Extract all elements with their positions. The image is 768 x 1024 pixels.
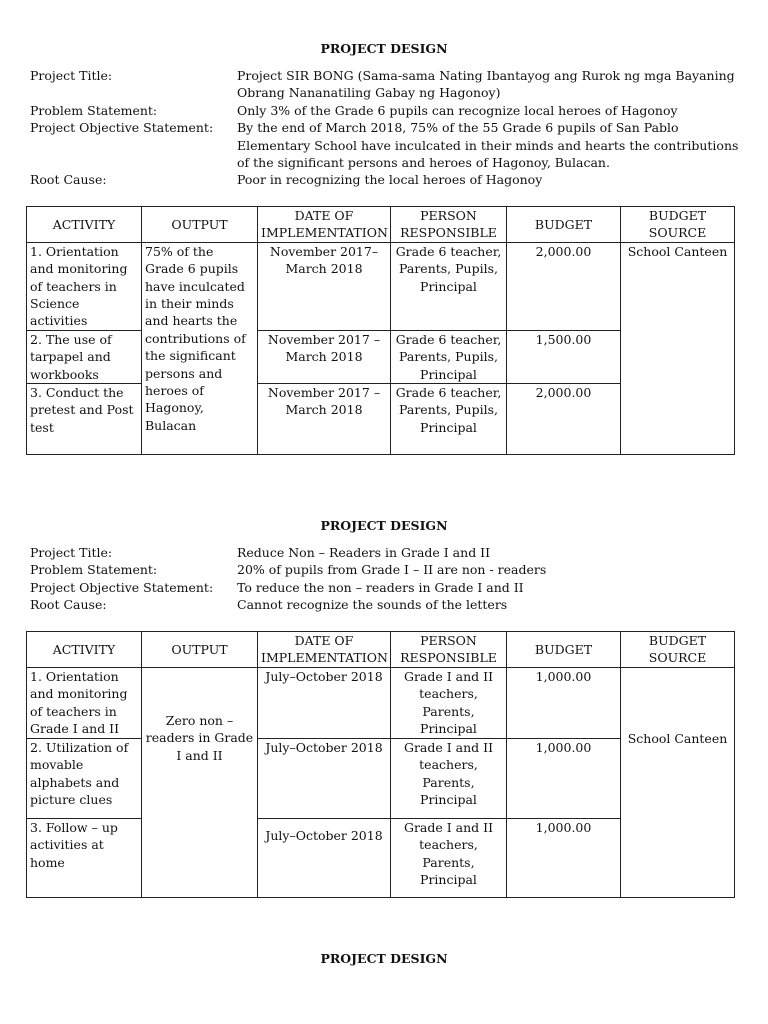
root-cause-value: Poor in recognizing the local heroes of Hagonoy (237, 172, 543, 188)
section-2-heading: PROJECT DESIGN (320, 518, 448, 533)
activity-cell: 2. The use of tarpapel and workbooks (27, 330, 142, 383)
problem-statement-value: 20% of pupils from Grade I – II are non - readers (237, 562, 547, 578)
header-output: OUTPUT (142, 207, 258, 243)
header-output: OUTPUT (142, 632, 258, 668)
section-2-info (30, 544, 740, 614)
section-1-info (30, 67, 740, 189)
project-1-table (26, 206, 735, 455)
project-2-table (26, 631, 735, 898)
activity-cell: 1. Orientation and monitoring of teachers in Science activities (27, 242, 142, 330)
activity-cell: 3. Follow – up activities at home (27, 818, 142, 897)
objective-statement-value: By the end of March 2018, 75% of the 55 Grade 6 pupils of San Pablo Elementary School have inculcated in their minds and hearts the contributions of the significant persons and heroes of Hagonoy, Bulacan. (237, 120, 739, 171)
table-row (27, 667, 735, 738)
header-date: DATE OF IMPLEMENTATION (258, 632, 391, 668)
person-cell: Grade I and II teachers, Parents, Principal (391, 738, 507, 818)
section-1-heading: PROJECT DESIGN (320, 41, 448, 56)
project-title-value: Project SIR BONG (Sama-sama Nating Ibantayog ang Rurok ng mga Bayaning Obrang Nananatiling Gabay ng Hagonoy) (237, 68, 735, 101)
problem-statement-label: Problem Statement: (30, 562, 158, 578)
project-title-value: Reduce Non – Readers in Grade I and II (237, 545, 491, 560)
person-cell: Grade I and II teachers, Parents, Principal (391, 667, 507, 738)
table-header-row (27, 632, 735, 668)
header-person: PERSON RESPONSIBLE (391, 207, 507, 243)
table-header-row (27, 207, 735, 243)
header-activity: ACTIVITY (27, 632, 142, 668)
activity-cell: 2. Utilization of movable alphabets and picture clues (27, 738, 142, 818)
header-date: DATE OF IMPLEMENTATION (258, 207, 391, 243)
person-cell: Grade 6 teacher, Parents, Pupils, Principal (391, 330, 507, 383)
problem-statement-label: Problem Statement: (30, 102, 158, 118)
problem-statement-row (30, 561, 740, 578)
header-person: PERSON RESPONSIBLE (391, 632, 507, 668)
section-3-heading: PROJECT DESIGN (320, 951, 448, 966)
budget-cell: 2,000.00 (507, 384, 621, 455)
budget-cell: 1,000.00 (507, 738, 621, 818)
project-title-row (30, 67, 740, 102)
output-cell: Zero non – readers in Grade I and II (142, 667, 258, 897)
header-activity: ACTIVITY (27, 207, 142, 243)
project-title-row (30, 544, 740, 561)
root-cause-label: Root Cause: (30, 172, 107, 188)
header-budget: BUDGET (507, 632, 621, 668)
budget-source-cell: School Canteen (621, 242, 735, 454)
objective-statement-row (30, 119, 740, 171)
date-cell: November 2017 – March 2018 (258, 330, 391, 383)
objective-statement-value: To reduce the non – readers in Grade I and II (237, 579, 524, 595)
person-cell: Grade I and II teachers, Parents, Principal (391, 818, 507, 897)
person-cell: Grade 6 teacher, Parents, Pupils, Principal (391, 384, 507, 455)
root-cause-row (30, 596, 740, 613)
root-cause-label: Root Cause: (30, 597, 107, 613)
activity-cell: 1. Orientation and monitoring of teachers in Grade I and II (27, 667, 142, 738)
header-budget-source: BUDGET SOURCE (621, 207, 735, 243)
budget-cell: 1,000.00 (507, 818, 621, 897)
date-cell: November 2017 – March 2018 (258, 384, 391, 455)
activity-cell: 3. Conduct the pretest and Post test (27, 384, 142, 455)
table-row (27, 242, 735, 330)
date-cell: July–October 2018 (258, 738, 391, 818)
objective-statement-label: Project Objective Statement: (30, 120, 214, 136)
objective-statement-row (30, 579, 740, 596)
header-budget: BUDGET (507, 207, 621, 243)
date-cell: July–October 2018 (258, 818, 391, 897)
budget-cell: 1,500.00 (507, 330, 621, 383)
objective-statement-label: Project Objective Statement: (30, 579, 214, 595)
date-cell: November 2017– March 2018 (258, 242, 391, 330)
project-title-label: Project Title: (30, 545, 113, 560)
root-cause-row (30, 171, 740, 188)
budget-cell: 1,000.00 (507, 667, 621, 738)
person-cell: Grade 6 teacher, Parents, Pupils, Principal (391, 242, 507, 330)
budget-cell: 2,000.00 (507, 242, 621, 330)
output-cell: 75% of the Grade 6 pupils have inculcated in their minds and hearts the contributions of the significant persons and heroes of Hagonoy, Bulacan (142, 242, 258, 454)
problem-statement-row (30, 102, 740, 119)
root-cause-value: Cannot recognize the sounds of the letters (237, 597, 508, 613)
project-title-label: Project Title: (30, 68, 113, 83)
budget-source-cell: School Canteen (621, 667, 735, 897)
date-cell: July–October 2018 (258, 667, 391, 738)
header-budget-source: BUDGET SOURCE (621, 632, 735, 668)
problem-statement-value: Only 3% of the Grade 6 pupils can recognize local heroes of Hagonoy (237, 102, 678, 118)
